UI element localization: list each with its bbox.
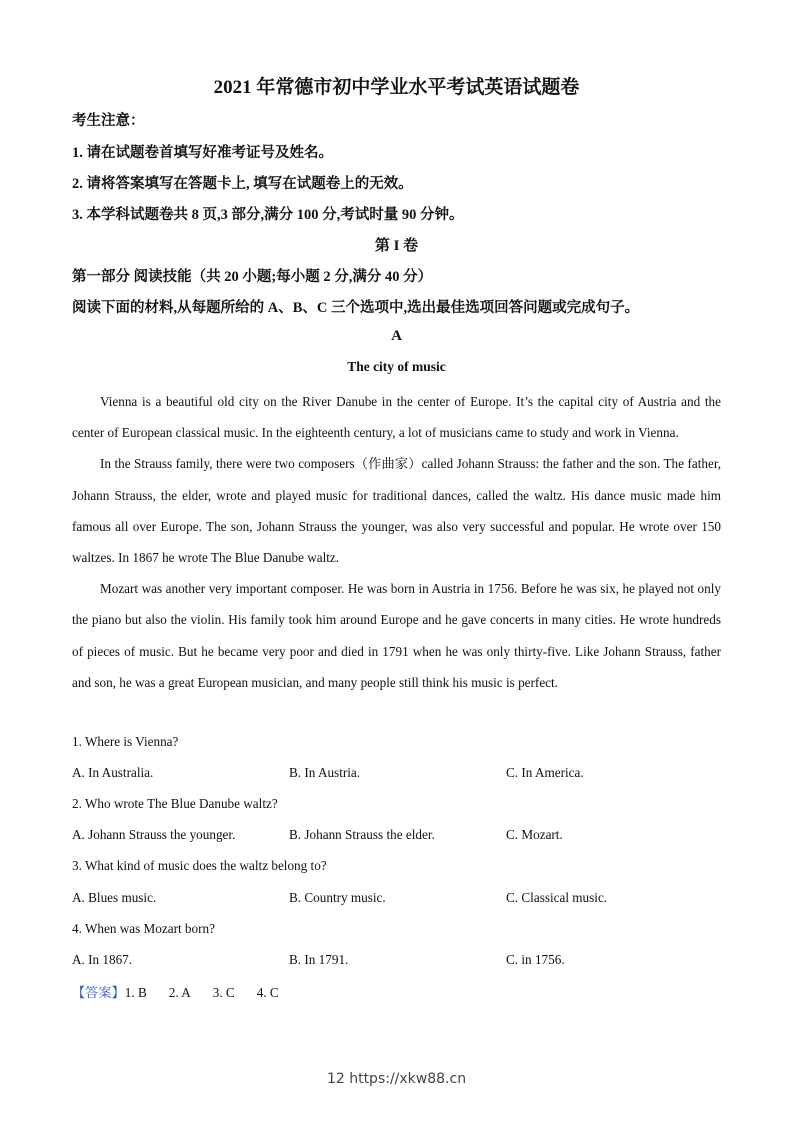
question-stem: 4. When was Mozart born? bbox=[72, 921, 215, 936]
instruction-text: 阅读下面的材料,从每题所给的 A、B、C 三个选项中,选出最佳选项回答问题或完成句子。 bbox=[72, 300, 640, 316]
option-b: B. In Austria. bbox=[289, 765, 361, 780]
volume-heading: 第 I 卷 bbox=[374, 238, 419, 254]
passage-paragraph: In the Strauss family, there were two composers（作曲家）called Johann Strauss: the father and the son. The father, Johann Strauss, the elder, wrote and played music for traditional dances, called the waltz. His dance music made him famous all over Europe. The son, Johann Strauss the younger, was also very successful and popular. He wrote over 150 waltzes. In 1867 he wrote The Blue Danube waltz. bbox=[72, 456, 721, 566]
section-label: A bbox=[391, 328, 402, 344]
passage-paragraph: Mozart was another very important composer. He was born in Austria in 1756. Before he was six, he played not only the piano but also the violin. His family took him around Europe and he gave concerts in many cities. He wrote hundreds of pieces of music. But he became very poor and died in 1791 when he was only thirty-five. Like Johann Strauss, father and son, he was a great European musician, and many people still think his music is perfect. bbox=[72, 581, 721, 690]
question-stem: 1. Where is Vienna? bbox=[72, 734, 179, 749]
answer-key bbox=[72, 982, 279, 1001]
passage-title: The city of music bbox=[347, 359, 446, 374]
page-footer: 12 https://xkw88.cn bbox=[326, 1071, 467, 1087]
option-a: A. Johann Strauss the younger. bbox=[72, 827, 236, 842]
notice-item: 1. 请在试题卷首填写好准考证号及姓名。 bbox=[72, 145, 333, 161]
option-b: B. In 1791. bbox=[289, 952, 349, 967]
option-a: A. In Australia. bbox=[72, 765, 154, 780]
notice-item: 3. 本学科试题卷共 8 页,3 部分,满分 100 分,考试时量 90 分钟。 bbox=[72, 207, 464, 223]
notice-heading: 考生注意： bbox=[72, 113, 145, 129]
option-b: B. Johann Strauss the elder. bbox=[289, 827, 435, 842]
option-c: C. Mozart. bbox=[506, 827, 563, 842]
notice-item: 2. 请将答案填写在答题卡上, 填写在试题卷上的无效。 bbox=[72, 176, 413, 192]
option-c: C. Classical music. bbox=[506, 890, 608, 905]
answer-item: 4. C bbox=[256, 985, 279, 1000]
answer-item: 2. A bbox=[168, 985, 191, 1000]
option-b: B. Country music. bbox=[289, 890, 386, 905]
question-stem: 2. Who wrote The Blue Danube waltz? bbox=[72, 796, 278, 811]
option-c: C. in 1756. bbox=[506, 952, 565, 967]
answer-item: 1. B bbox=[124, 985, 147, 1000]
answer-label: 【答案】 bbox=[72, 985, 125, 1000]
passage-body bbox=[72, 386, 721, 698]
page-title: 2021 年常德市初中学业水平考试英语试题卷 bbox=[213, 77, 580, 98]
option-a: A. Blues music. bbox=[72, 890, 157, 905]
answer-item: 3. C bbox=[212, 985, 235, 1000]
question-stem: 3. What kind of music does the waltz belong to? bbox=[72, 858, 327, 873]
passage-paragraph: Vienna is a beautiful old city on the River Danube in the center of Europe. It’s the capital city of Austria and the center of European classical music. In the eighteenth century, a lot of musicians came to study and work in Vienna. bbox=[72, 394, 721, 441]
option-c: C. In America. bbox=[506, 765, 584, 780]
part-heading: 第一部分 阅读技能（共 20 小题;每小题 2 分,满分 40 分） bbox=[72, 269, 433, 285]
option-a: A. In 1867. bbox=[72, 952, 133, 967]
